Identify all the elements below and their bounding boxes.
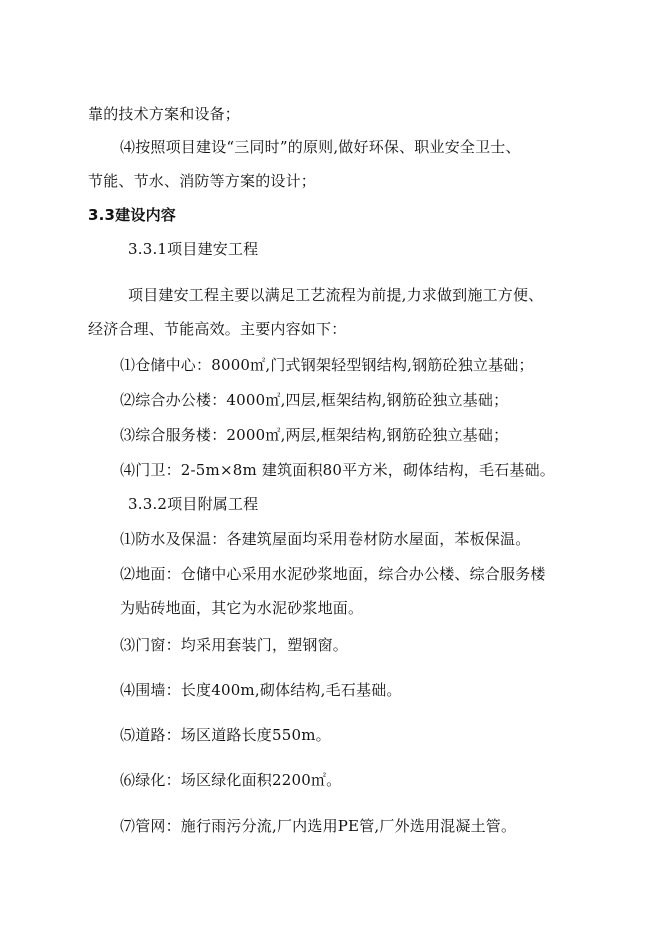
list-item-4-three-simultaneous: ⑷按照项目建设“三同时”的原则,做好环保、职业安全卫士、 [120,138,521,156]
list-item-storage-center: ⑴仓储中心：8000㎡,门式钢架轻型钢结构,钢筋砼独立基础； [120,356,534,374]
list-item-doors-windows: ⑶门窗：均采用套装门，塑钢窗。 [120,636,349,654]
text-line-continuation: 为贴砖地面，其它为水泥砂浆地面。 [120,599,364,617]
list-item-flooring: ⑵地面：仓储中心采用水泥砂浆地面，综合办公楼、综合服务楼 [120,565,546,583]
section-heading-3-3: 3.3建设内容 [88,206,176,224]
list-item-pipe-network: ⑺管网：施行雨污分流,厂内选用PE管,厂外选用混凝土管。 [120,817,517,835]
list-item-greening: ⑹绿化：场区绿化面积2200㎡。 [120,771,342,789]
list-item-guard-house: ⑷门卫：2-5m×8m 建筑面积80平方米，砌体结构，毛石基础。 [120,461,555,479]
list-item-waterproofing: ⑴防水及保温：各建筑屋面均采用卷材防水屋面，苯板保温。 [120,530,531,548]
subsection-heading-3-3-2: 3.3.2项目附属工程 [128,495,259,513]
paragraph-line: 项目建安工程主要以满足工艺流程为前提,力求做到施工方便、 [128,286,544,304]
text-line-continuation: 靠的技术方案和设备； [88,105,241,123]
list-item-roads: ⑸道路：场区道路长度550m。 [120,726,331,744]
subsection-heading-3-3-1: 3.3.1项目建安工程 [128,240,259,258]
list-item-enclosure-wall: ⑷围墙：长度400m,砌体结构,毛石基础。 [120,681,402,699]
list-item-service-building: ⑶综合服务楼：2000㎡,两层,框架结构,钢筋砼独立基础； [120,426,509,444]
text-line-continuation: 节能、节水、消防等方案的设计； [88,172,317,190]
paragraph-line: 经济合理、节能高效。主要内容如下： [88,320,347,338]
list-item-office-building: ⑵综合办公楼：4000㎡,四层,框架结构,钢筋砼独立基础； [120,391,509,409]
